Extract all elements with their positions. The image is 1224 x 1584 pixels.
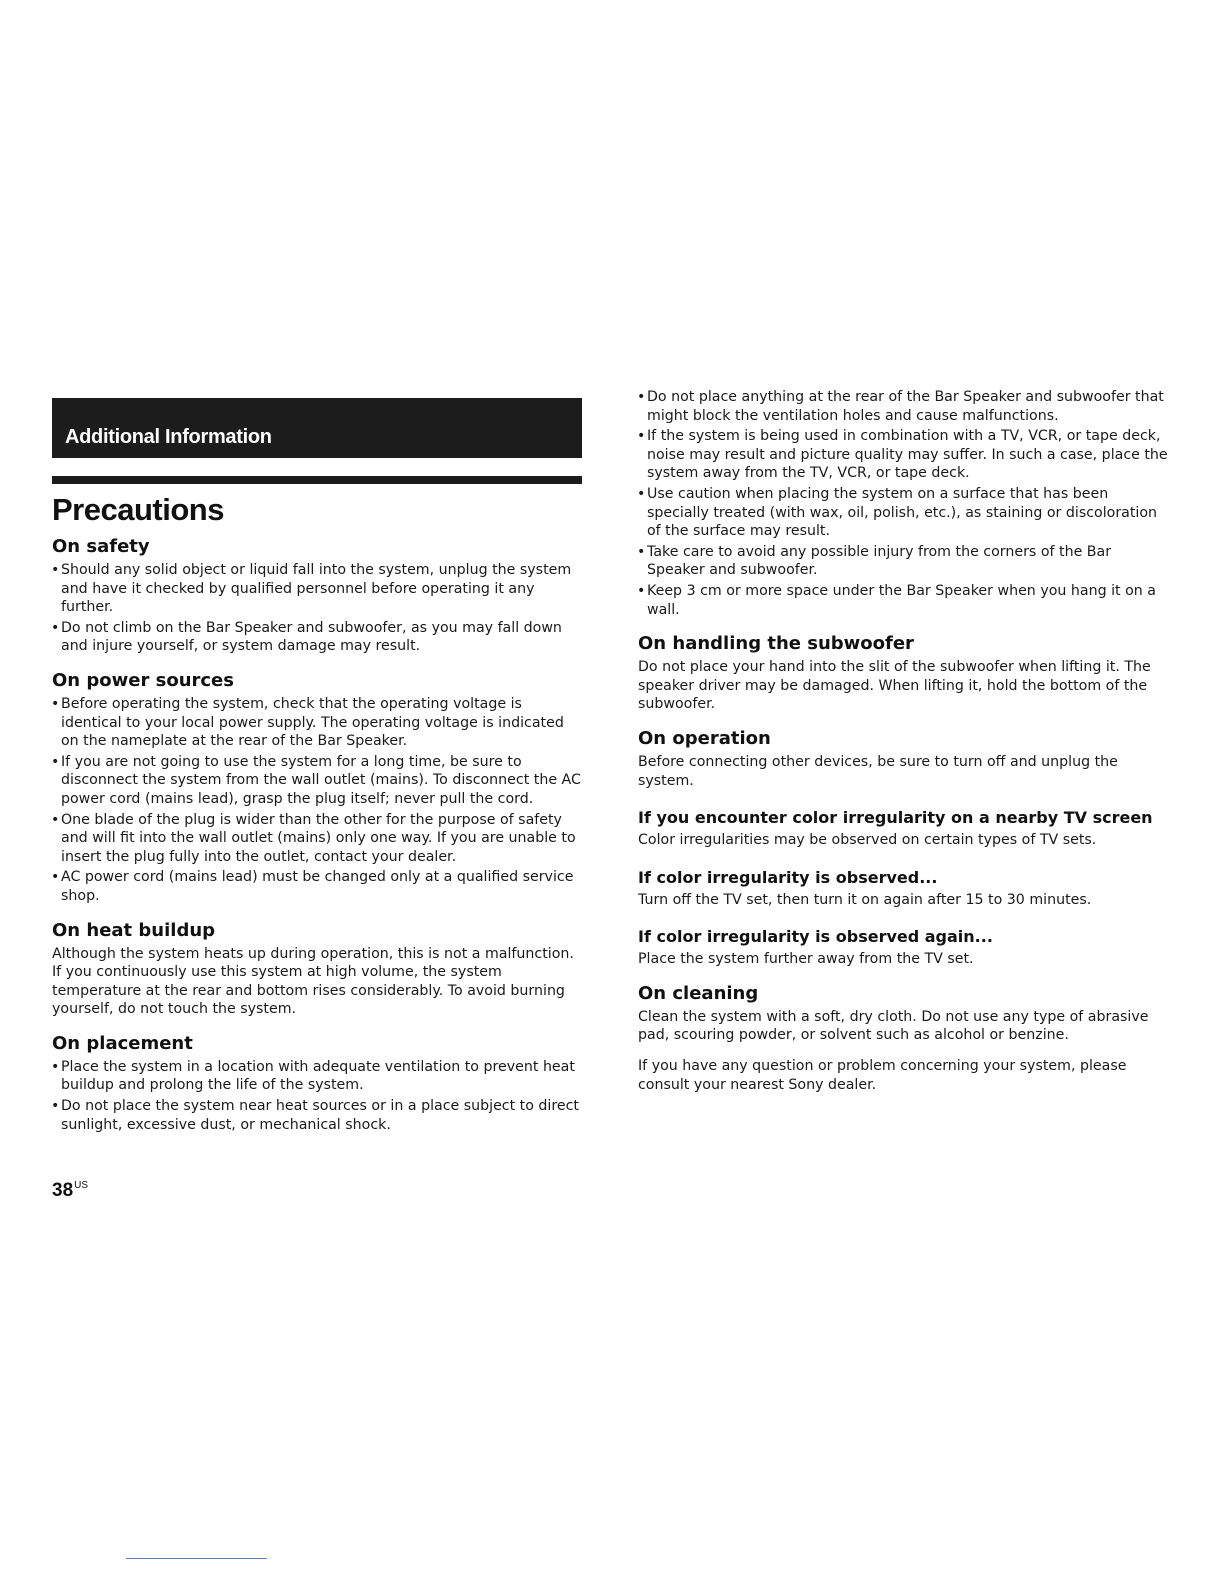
- page-number-value: 38: [52, 1180, 74, 1201]
- page-number-suffix: US: [74, 1180, 89, 1191]
- list-item: • Do not place anything at the rear of the Bar Speaker and subwoofer that might block the ventilation holes and cause malfunctions.: [638, 388, 1168, 425]
- list-item: • Take care to avoid any possible injury from the corners of the Bar Speaker and subwoofer.: [638, 543, 1168, 580]
- color-irregularity-paragraph: Color irregularities may be observed on certain types of TV sets.: [638, 832, 1097, 849]
- heat-paragraph: Although the system heats up during operation, this is not a malfunction. If you continuously use this system at high volume, the system temperature at the rear and bottom rises considerably. To avoid burning yourself, do not touch the system.: [52, 945, 574, 1018]
- heading-on-handling-subwoofer: On handling the subwoofer: [638, 633, 914, 655]
- list-item: • Use caution when placing the system on a surface that has been specially treated (with wax, oil, polish, etc.), as staining or discoloration of the surface may result.: [638, 485, 1168, 541]
- list-item: • If you are not going to use the system for a long time, be sure to disconnect the system from the wall outlet (mains). To disconnect the AC power cord (mains lead), grasp the plug itself; never pull the cord.: [52, 753, 582, 809]
- contact-paragraph: If you have any question or problem concerning your system, please consult your nearest Sony dealer.: [638, 1058, 1127, 1093]
- color-observed-paragraph: Turn off the TV set, then turn it on again after 15 to 30 minutes.: [638, 891, 1092, 908]
- left-column: [52, 388, 582, 1136]
- section-band: Additional Information: [52, 398, 582, 458]
- page-title: Precautions: [52, 492, 224, 527]
- heading-on-heat-buildup: On heat buildup: [52, 919, 216, 941]
- list-item: • Before operating the system, check that the operating voltage is identical to your local power supply. The operating voltage is indicated on the nameplate at the rear of the Bar Speaker.: [52, 695, 582, 751]
- subwoofer-paragraph: Do not place your hand into the slit of the subwoofer when lifting it. The speaker driver may be damaged. When lifting it, hold the bottom of the subwoofer.: [638, 659, 1151, 713]
- heading-on-placement: On placement: [52, 1032, 193, 1054]
- placement-list: [52, 1058, 582, 1134]
- list-item: • AC power cord (mains lead) must be changed only at a qualified service shop.: [52, 868, 582, 905]
- placement-continued-list: [638, 388, 1168, 619]
- operation-paragraph: Before connecting other devices, be sure to turn off and unplug the system.: [638, 753, 1118, 789]
- color-again-paragraph: Place the system further away from the TV set.: [638, 951, 974, 968]
- safety-list: [52, 561, 582, 656]
- list-item: • Do not climb on the Bar Speaker and subwoofer, as you may fall down and injure yourself, or system damage may result.: [52, 619, 582, 656]
- heading-color-observed: If color irregularity is observed...: [638, 867, 938, 887]
- cleaning-paragraph: Clean the system with a soft, dry cloth. Do not use any type of abrasive pad, scouring powder, or solvent such as alcohol or benzine.: [638, 1008, 1149, 1044]
- list-item: • Do not place the system near heat sources or in a place subject to direct sunlight, excessive dust, or mechanical shock.: [52, 1097, 582, 1134]
- list-item: • If the system is being used in combination with a TV, VCR, or tape deck, noise may result and picture quality may suffer. In such a case, place the system away from the TV, VCR, or tape deck.: [638, 427, 1168, 483]
- right-column: [638, 388, 1168, 1094]
- list-item: • One blade of the plug is wider than the other for the purpose of safety and will fit into the wall outlet (mains) only one way. If you are unable to insert the plug fully into the outlet, contact your dealer.: [52, 811, 582, 867]
- heading-on-power-sources: On power sources: [52, 669, 234, 691]
- power-list: [52, 695, 582, 906]
- heading-on-operation: On operation: [638, 727, 771, 749]
- page-number: [52, 1180, 88, 1202]
- heading-on-cleaning: On cleaning: [638, 982, 759, 1004]
- heading-color-observed-again: If color irregularity is observed again...: [638, 927, 993, 947]
- list-item: • Keep 3 cm or more space under the Bar Speaker when you hang it on a wall.: [638, 582, 1168, 619]
- list-item: • Place the system in a location with adequate ventilation to prevent heat buildup and prolong the life of the system.: [52, 1058, 582, 1095]
- bottom-divider: [126, 1558, 267, 1559]
- title-rule: [52, 476, 582, 484]
- list-item: • Should any solid object or liquid fall into the system, unplug the system and have it checked by qualified personnel before operating it any further.: [52, 561, 582, 617]
- heading-color-irregularity: If you encounter color irregularity on a nearby TV screen: [638, 808, 1153, 828]
- heading-on-safety: On safety: [52, 536, 150, 557]
